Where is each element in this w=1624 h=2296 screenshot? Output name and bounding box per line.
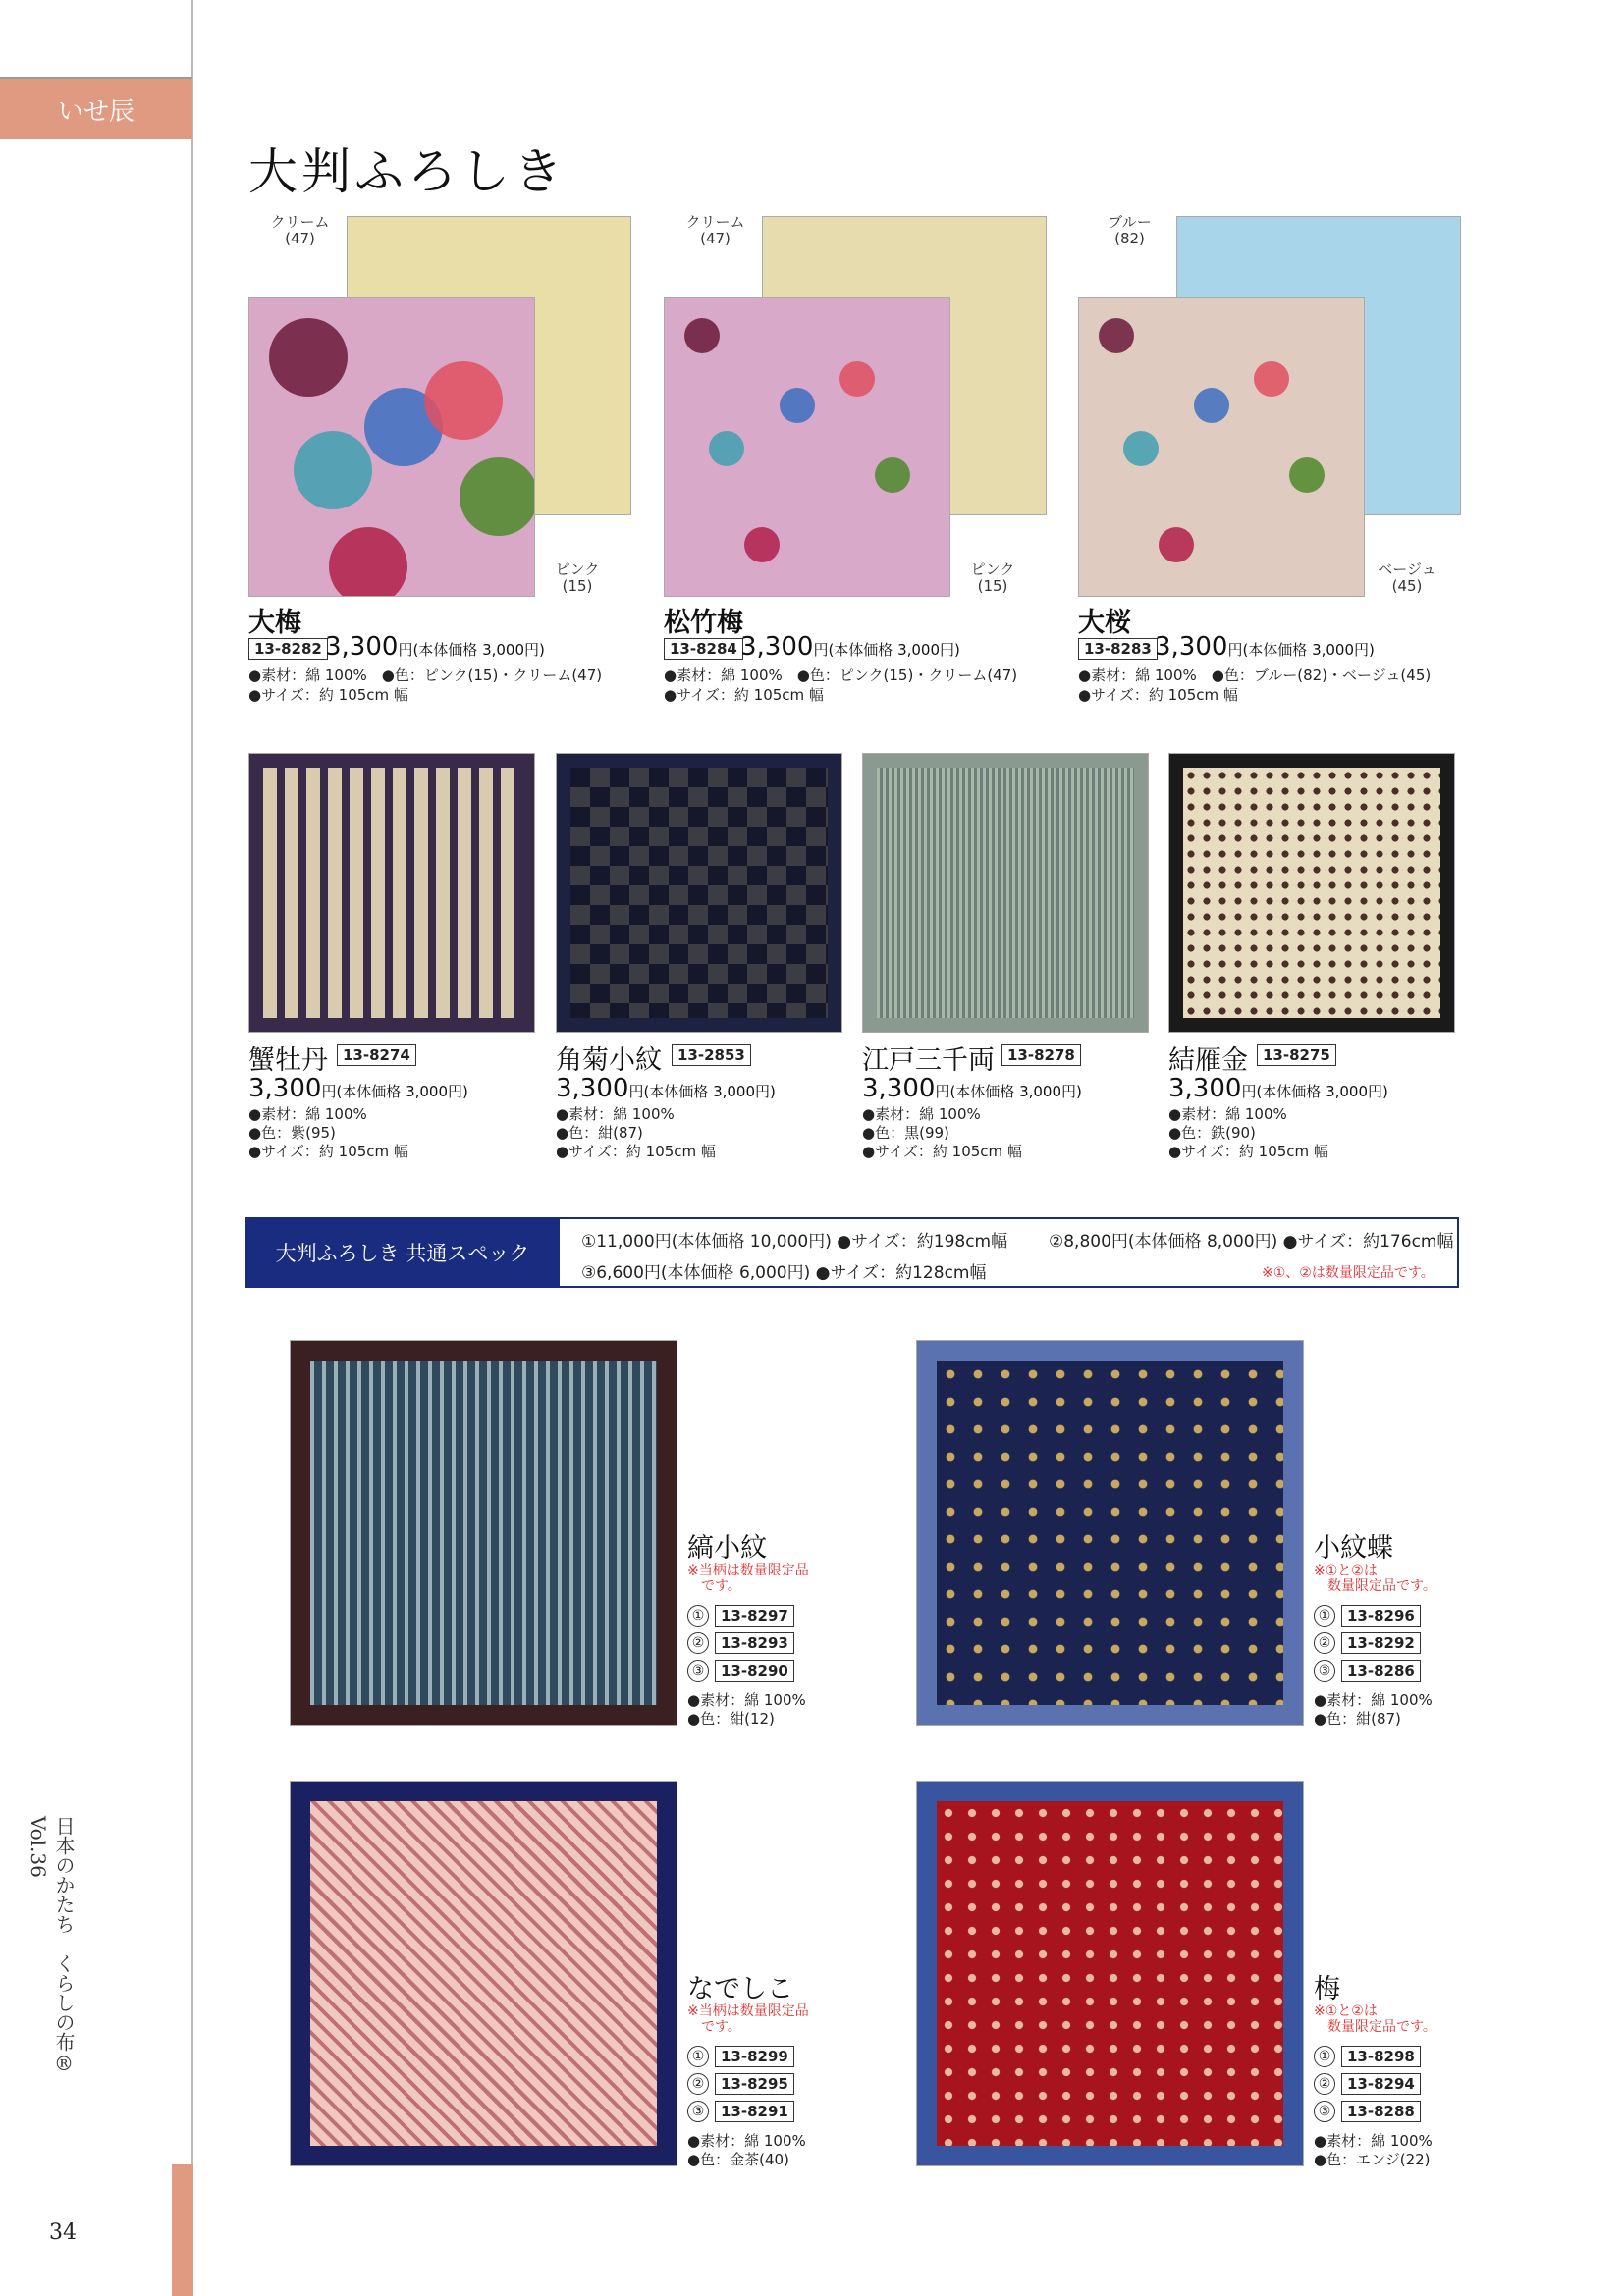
pattern-band — [877, 768, 1134, 1018]
circled-number: ③ — [1314, 2101, 1335, 2122]
price-unit: 円 — [1241, 1083, 1257, 1100]
product-name: 結雁金 — [1168, 1045, 1248, 1076]
product-code: 13-8291 — [715, 2101, 794, 2122]
common-spec-heading: 大判ふろしき 共通スペック — [245, 1217, 560, 1288]
circled-number: ③ — [687, 2101, 709, 2122]
spec-line-1: ●素材：綿 100% ●色：ピンク(15)・クリーム(47) — [248, 667, 603, 684]
spec-line-1: ●素材：綿 100% — [1168, 1105, 1287, 1123]
product-swatch — [248, 753, 535, 1033]
product-name: 大梅 — [248, 608, 301, 638]
spec-line-3: ●サイズ：約 105cm 幅 — [248, 1143, 408, 1160]
product-price — [325, 632, 545, 662]
price-unit: 円 — [813, 641, 829, 659]
product-name: 松竹梅 — [664, 608, 743, 638]
front-color-label: ピンク (15) — [555, 561, 600, 595]
circled-number: ② — [687, 2073, 709, 2095]
circled-number: ① — [687, 2046, 709, 2067]
flower-motif — [1123, 431, 1159, 466]
circled-number: ③ — [1314, 1660, 1335, 1682]
circled-number: ① — [1314, 1605, 1335, 1627]
flower-motif — [684, 318, 720, 353]
pattern-field — [310, 1801, 657, 2146]
back-color-label: クリーム (47) — [685, 213, 745, 247]
spec-line-2: ●色：黒(99) — [862, 1124, 949, 1142]
pattern-field — [937, 1801, 1283, 2146]
spec-line-1: ●素材：綿 100% — [862, 1105, 981, 1123]
limited-note: ※当柄は数量限定品 です。 — [687, 1563, 809, 1594]
back-color-label: クリーム (47) — [270, 213, 330, 247]
page-number: 34 — [49, 2220, 77, 2245]
product-name: 角菊小紋 — [556, 1045, 662, 1076]
spec-line-3: ●サイズ：約 105cm 幅 — [556, 1143, 716, 1160]
bottom-accent-tab — [172, 2164, 193, 2296]
spec-line-1: ●素材：綿 100% — [687, 2132, 806, 2150]
flower-motif — [329, 527, 407, 597]
product-price — [556, 1074, 776, 1103]
common-spec-line-1b: ②8,800円(本体価格 8,000円) ●サイズ：約176cm幅 — [1049, 1232, 1454, 1252]
circled-number: ③ — [687, 1660, 709, 1682]
page-title: 大判ふろしき — [248, 143, 567, 200]
product-code: 13-8294 — [1341, 2073, 1421, 2095]
flower-motif — [780, 388, 815, 423]
product-swatch — [290, 1340, 677, 1726]
spec-line-3: ●サイズ：約 105cm 幅 — [862, 1143, 1022, 1160]
code-row — [1314, 2101, 1421, 2122]
flower-motif — [1289, 457, 1325, 493]
code-row — [687, 1660, 794, 1682]
brand-tab: いせ辰 — [0, 79, 192, 139]
spec-line-1: ●素材：綿 100% ●色：ブルー(82)・ベージュ(45) — [1078, 667, 1432, 684]
spec-line-1: ●素材：綿 100% — [687, 1691, 806, 1709]
product-name: 江戸三千両 — [862, 1045, 995, 1076]
price-value: 3,300 — [556, 1074, 629, 1103]
product-code: 13-8286 — [1341, 1660, 1421, 1682]
product-swatch — [916, 1340, 1304, 1726]
flower-motif — [294, 431, 372, 509]
spec-line-2: ●色：エンジ(22) — [1314, 2151, 1431, 2168]
product-code: 13-8282 — [248, 638, 328, 660]
price-value: 3,300 — [1168, 1074, 1242, 1103]
product-code: 13-8290 — [715, 1660, 794, 1682]
flower-motif — [839, 361, 875, 397]
flower-motif — [1159, 527, 1194, 562]
spec-line-3: ●サイズ：約 105cm 幅 — [1168, 1143, 1328, 1160]
spec-line-1: ●素材：綿 100% — [1314, 2132, 1433, 2150]
circled-number: ① — [1314, 2046, 1335, 2067]
product-name: なでしこ — [687, 1974, 793, 2004]
front-swatch — [1078, 297, 1365, 597]
flower-motif — [460, 457, 535, 536]
tax-note: (本体価格 3,000円) — [1242, 641, 1375, 659]
product-code: 13-8295 — [715, 2073, 794, 2095]
sidebar-divider — [191, 0, 193, 2296]
spec-line-2: ●色：紫(95) — [248, 1124, 336, 1142]
price-unit: 円 — [398, 641, 413, 659]
price-unit: 円 — [935, 1083, 950, 1100]
product-code: 13-8283 — [1078, 638, 1158, 660]
product-code: 13-8297 — [715, 1605, 794, 1627]
product-code: 13-2853 — [672, 1044, 751, 1066]
product-price — [862, 1074, 1082, 1103]
catalog-vertical-title: 日本のかたち くらしの布® Vol.36 — [27, 1816, 76, 2075]
code-row — [687, 1605, 794, 1627]
code-row — [1314, 1632, 1421, 1654]
limited-note: ※①と②は 数量限定品です。 — [1314, 2003, 1436, 2035]
spec-line-1: ●素材：綿 100% — [556, 1105, 675, 1123]
common-spec-note: ※①、②は数量限定品です。 — [1262, 1265, 1435, 1281]
front-swatch — [248, 297, 535, 597]
product-price — [740, 632, 960, 662]
price-value: 3,300 — [862, 1074, 936, 1103]
product-name: 蟹牡丹 — [248, 1045, 328, 1076]
spec-line-2: ●色：鉄(90) — [1168, 1124, 1256, 1142]
tax-note: (本体価格 3,000円) — [336, 1083, 468, 1100]
common-spec-line-1a: ①11,000円(本体価格 10,000円) ●サイズ：約198cm幅 — [581, 1232, 1008, 1252]
front-color-label: ピンク (15) — [970, 561, 1015, 595]
code-row — [1314, 2046, 1421, 2067]
spec-line-1: ●素材：綿 100% — [1314, 1691, 1433, 1709]
flower-motif — [424, 361, 503, 440]
tax-note: (本体価格 3,000円) — [949, 1083, 1082, 1100]
spec-line-2: ●サイズ：約 105cm 幅 — [248, 686, 408, 704]
code-row — [687, 1632, 794, 1654]
product-price — [248, 1074, 468, 1103]
spec-line-2: ●色：紺(87) — [556, 1124, 643, 1142]
product-price — [1155, 632, 1375, 662]
product-swatch — [290, 1781, 677, 2166]
flower-motif — [744, 527, 780, 562]
product-name: 梅 — [1314, 1974, 1340, 2004]
code-row — [1314, 2073, 1421, 2095]
price-value: 3,300 — [325, 632, 399, 662]
circled-number: ② — [1314, 1632, 1335, 1654]
product-name: 大桜 — [1078, 608, 1131, 638]
product-code: 13-8274 — [337, 1044, 416, 1066]
pattern-band — [1183, 768, 1440, 1018]
pattern-band — [570, 768, 828, 1018]
price-unit: 円 — [628, 1083, 644, 1100]
tax-note: (本体価格 3,000円) — [828, 641, 960, 659]
circled-number: ② — [687, 1632, 709, 1654]
product-code: 13-8299 — [715, 2046, 794, 2067]
product-name: 縞小紋 — [687, 1533, 767, 1564]
pattern-field — [937, 1361, 1283, 1705]
circled-number: ① — [687, 1605, 709, 1627]
product-code: 13-8275 — [1257, 1044, 1336, 1066]
spec-line-2: ●色：金茶(40) — [687, 2151, 789, 2168]
code-row — [1314, 1605, 1421, 1627]
code-row — [687, 2101, 794, 2122]
price-unit: 円 — [321, 1083, 337, 1100]
product-swatch — [862, 753, 1149, 1033]
product-code: 13-8284 — [664, 638, 743, 660]
common-spec-line-2: ③6,600円(本体価格 6,000円) ●サイズ：約128cm幅 — [581, 1263, 987, 1283]
tax-note: (本体価格 3,000円) — [412, 641, 545, 659]
product-code: 13-8296 — [1341, 1605, 1421, 1627]
product-swatch — [916, 1781, 1304, 2166]
spec-line-2: ●サイズ：約 105cm 幅 — [1078, 686, 1238, 704]
limited-note: ※当柄は数量限定品 です。 — [687, 2003, 809, 2035]
flower-motif — [1254, 361, 1289, 397]
back-color-label: ブルー (82) — [1108, 213, 1152, 247]
product-swatch — [556, 753, 842, 1033]
product-name: 小紋蝶 — [1314, 1533, 1393, 1564]
flower-motif — [1099, 318, 1134, 353]
code-row — [687, 2046, 794, 2067]
tax-note: (本体価格 3,000円) — [643, 1083, 776, 1100]
flower-motif — [875, 457, 910, 493]
flower-motif — [269, 318, 348, 397]
spec-line-2: ●色：紺(12) — [687, 1710, 775, 1728]
price-unit: 円 — [1227, 641, 1243, 659]
product-code: 13-8278 — [1001, 1044, 1081, 1066]
code-row — [687, 2073, 794, 2095]
front-swatch — [664, 297, 950, 597]
spec-line-1: ●素材：綿 100% ●色：ピンク(15)・クリーム(47) — [664, 667, 1018, 684]
spec-line-2: ●色：紺(87) — [1314, 1710, 1401, 1728]
product-code: 13-8288 — [1341, 2101, 1421, 2122]
pattern-band — [263, 768, 520, 1018]
code-row — [1314, 1660, 1421, 1682]
front-color-label: ベージュ (45) — [1378, 561, 1436, 595]
flower-motif — [709, 431, 744, 466]
limited-note: ※①と②は 数量限定品です。 — [1314, 1563, 1436, 1594]
product-price — [1168, 1074, 1388, 1103]
product-code: 13-8298 — [1341, 2046, 1421, 2067]
spec-line-2: ●サイズ：約 105cm 幅 — [664, 686, 824, 704]
product-code: 13-8293 — [715, 1632, 794, 1654]
spec-line-1: ●素材：綿 100% — [248, 1105, 367, 1123]
product-swatch — [1168, 753, 1455, 1033]
pattern-field — [310, 1361, 657, 1705]
price-value: 3,300 — [248, 1074, 322, 1103]
tax-note: (本体価格 3,000円) — [1256, 1083, 1388, 1100]
price-value: 3,300 — [740, 632, 814, 662]
flower-motif — [1194, 388, 1229, 423]
circled-number: ② — [1314, 2073, 1335, 2095]
product-code: 13-8292 — [1341, 1632, 1421, 1654]
price-value: 3,300 — [1155, 632, 1228, 662]
